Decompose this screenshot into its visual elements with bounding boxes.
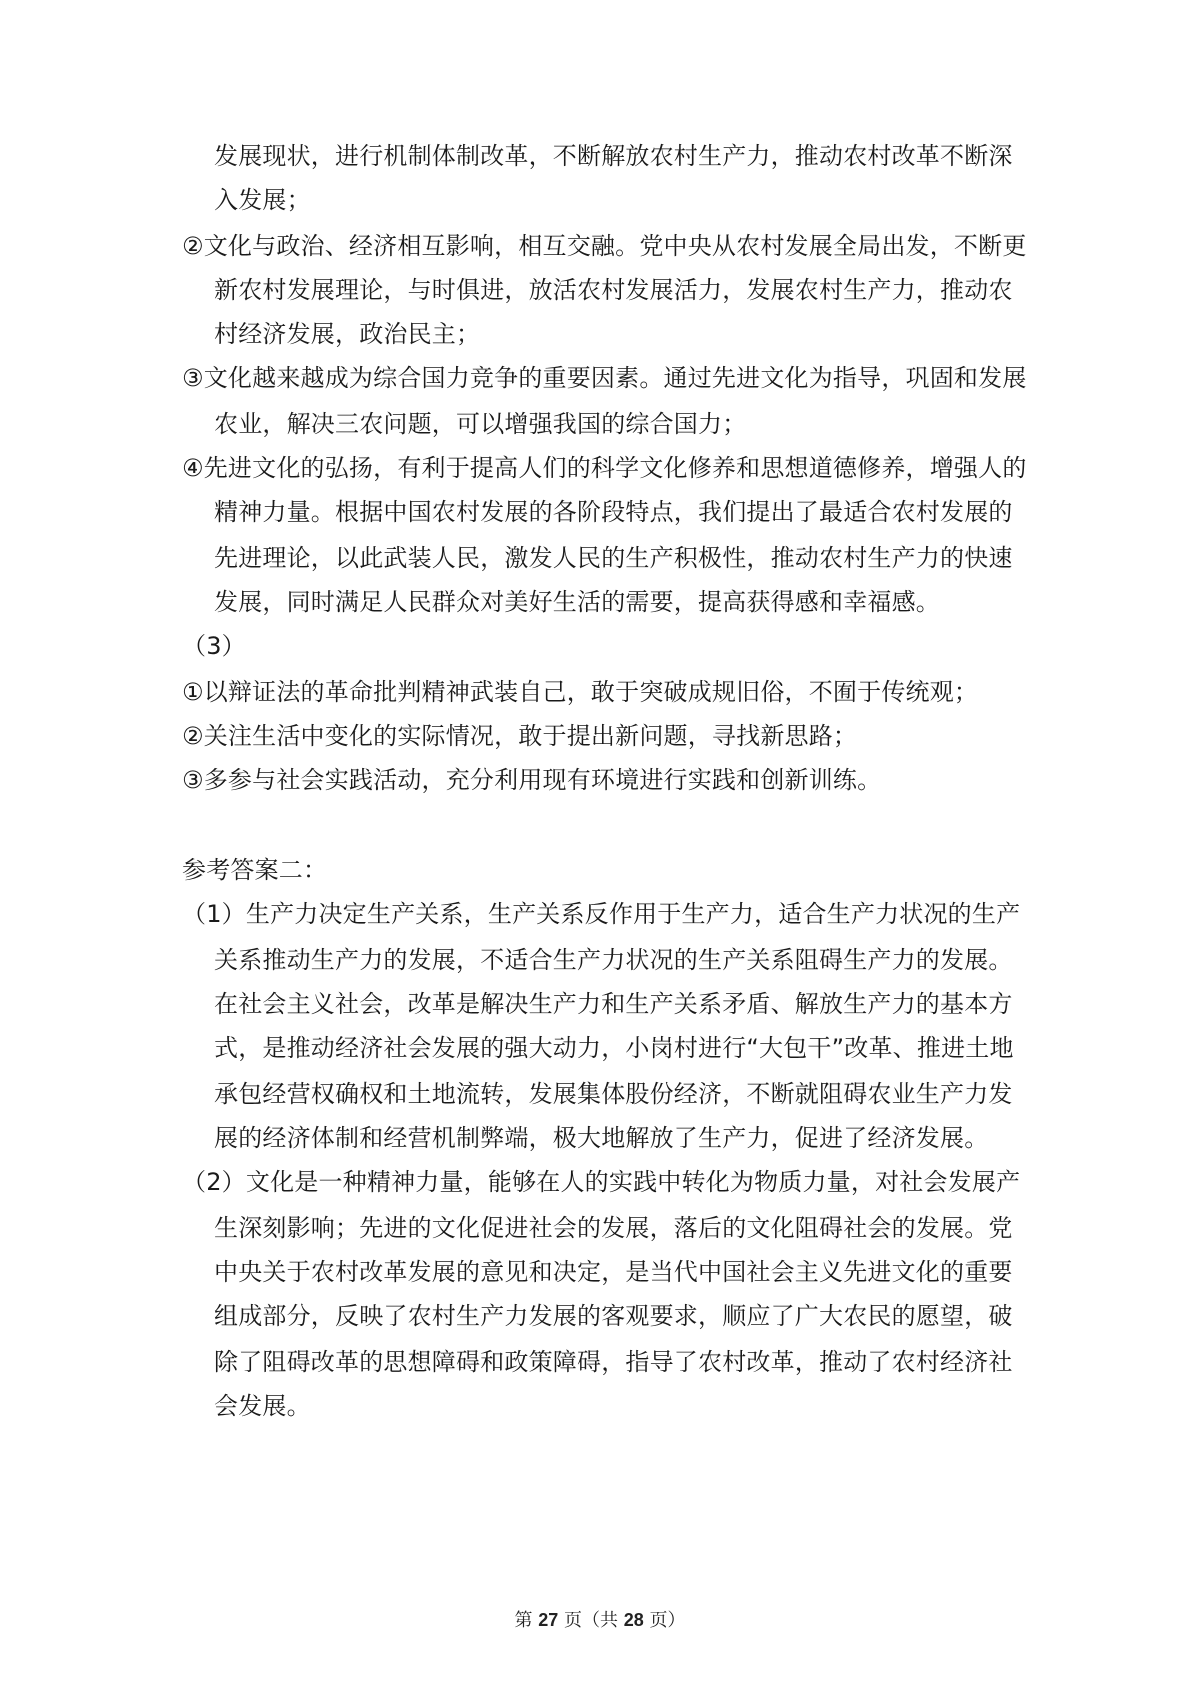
- text-line: 除了阻碍改革的思想障碍和政策障碍，指导了农村改革，推动了农村经济社: [214, 1348, 1013, 1376]
- page-footer: [0, 1608, 1200, 1633]
- footer-suffix: 页）: [643, 1610, 686, 1631]
- list-item-1: ①以辩证法的革命批判精神武装自己，敢于突破成规旧俗，不囿于传统观；: [182, 678, 979, 706]
- answer-item-2: （2）文化是一种精神力量，能够在人的实践中转化为物质力量，对社会发展产: [182, 1168, 1021, 1196]
- text-line: 生深刻影响；先进的文化促进社会的发展，落后的文化阻碍社会的发展。党: [214, 1214, 1013, 1242]
- text-line: 承包经营权确权和土地流转，发展集体股份经济，不断就阻碍农业生产力发: [214, 1080, 1013, 1108]
- list-item-3: ③多参与社会实践活动，充分利用现有环境进行实践和创新训练。: [182, 766, 882, 794]
- text-line: 在社会主义社会，改革是解决生产力和生产关系矛盾、解放生产力的基本方: [214, 990, 1013, 1018]
- current-page-number: 27: [538, 1610, 559, 1630]
- text-line: 村经济发展，政治民主；: [214, 320, 481, 348]
- list-item-3: ③文化越来越成为综合国力竞争的重要因素。通过先进文化为指导，巩固和发展: [182, 364, 1027, 392]
- section-heading: 参考答案二：: [182, 856, 328, 884]
- answer-item-1: （1）生产力决定生产关系，生产关系反作用于生产力，适合生产力状况的生产: [182, 900, 1021, 928]
- text-line: 展的经济体制和经营机制弊端，极大地解放了生产力，促进了经济发展。: [214, 1124, 989, 1152]
- footer-prefix: 第: [514, 1610, 539, 1631]
- text-line: 先进理论，以此武装人民，激发人民的生产积极性，推动农村生产力的快速: [214, 544, 1013, 572]
- list-item-4: ④先进文化的弘扬，有利于提高人们的科学文化修养和思想道德修养，增强人的: [182, 454, 1027, 482]
- text-line: 组成部分，反映了农村生产力发展的客观要求，顺应了广大农民的愿望，破: [214, 1302, 1013, 1330]
- text-line: 农业，解决三农问题，可以增强我国的综合国力；: [214, 410, 747, 438]
- text-line: 会发展。: [214, 1392, 311, 1420]
- list-item-2: ②关注生活中变化的实际情况，敢于提出新问题，寻找新思路；: [182, 722, 858, 750]
- list-item-2: ②文化与政治、经济相互影响，相互交融。党中央从农村发展全局出发，不断更: [182, 232, 1027, 260]
- text-line: 中央关于农村改革发展的意见和决定，是当代中国社会主义先进文化的重要: [214, 1258, 1013, 1286]
- footer-middle: 页（共: [558, 1610, 624, 1631]
- total-page-number: 28: [623, 1610, 644, 1630]
- section-marker-3: （3）: [182, 632, 246, 660]
- text-line: 关系推动生产力的发展，不适合生产力状况的生产关系阻碍生产力的发展。: [214, 946, 1013, 974]
- text-line: 入发展；: [214, 186, 311, 214]
- text-line: 发展现状，进行机制体制改革，不断解放农村生产力，推动农村改革不断深: [214, 142, 1013, 170]
- text-line: 发展，同时满足人民群众对美好生活的需要，提高获得感和幸福感。: [214, 588, 940, 616]
- text-line: 精神力量。根据中国农村发展的各阶段特点，我们提出了最适合农村发展的: [214, 498, 1013, 526]
- text-line: 新农村发展理论，与时俱进，放活农村发展活力，发展农村生产力，推动农: [214, 276, 1013, 304]
- text-line: 式，是推动经济社会发展的强大动力，小岗村进行“大包干”改革、推进土地: [214, 1034, 1014, 1062]
